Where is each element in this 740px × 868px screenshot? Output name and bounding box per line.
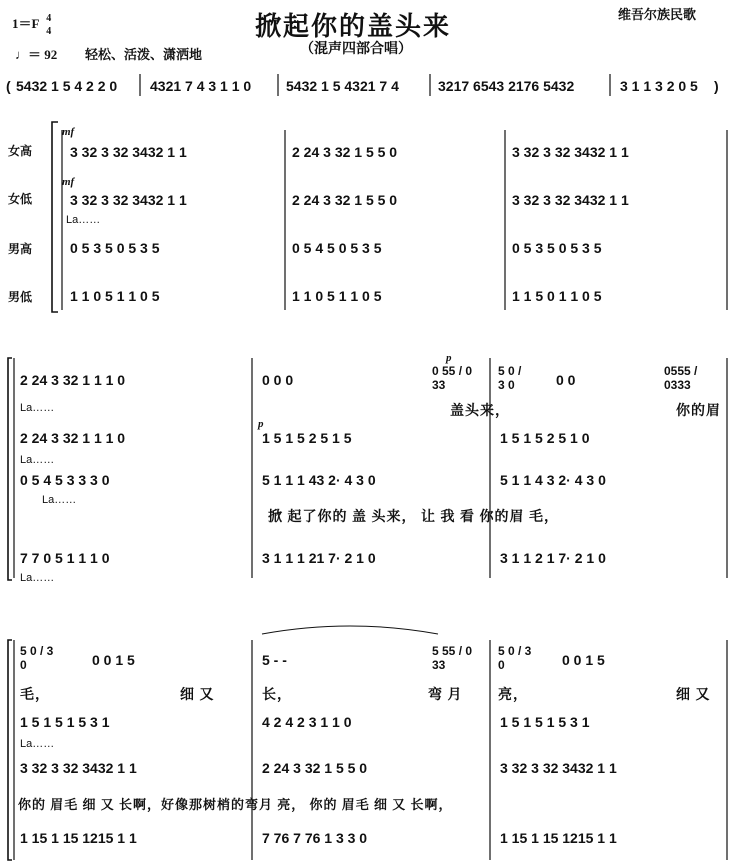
voice-label-soprano: 女高 bbox=[8, 144, 33, 158]
intro-open-paren: ( bbox=[6, 78, 11, 94]
dynamic-mf: mf bbox=[62, 176, 75, 188]
notes-tenor: 0 5 3 5 0 5 3 5 bbox=[70, 240, 160, 256]
la-lyric: La…… bbox=[66, 214, 101, 226]
notes-soprano: 3 32 3 32 3432 1 1 bbox=[70, 144, 187, 160]
notes-alto: 1 5 1 5 2 5 1 0 bbox=[500, 430, 590, 446]
notes-divisi: 0555 / 0333 bbox=[664, 364, 698, 392]
la-lyric: La…… bbox=[42, 494, 77, 506]
notes-tenor: 5 1 1 1 43 2· 4 3 0 bbox=[262, 472, 376, 488]
dynamic-p: p bbox=[258, 418, 264, 430]
subtitle: （混声四部合唱） bbox=[300, 42, 412, 57]
notes-soprano: 0 0 1 5 bbox=[92, 652, 135, 668]
notes-alto: 2 24 3 32 1 5 5 0 bbox=[292, 192, 398, 208]
intro-measure: 4321 7 4 3 1 1 0 bbox=[150, 78, 252, 94]
key-signature: 1＝F 4 4 bbox=[12, 13, 52, 37]
notes-divisi: 0 55 / 0 33 bbox=[432, 364, 473, 392]
notes-alto: 1 5 1 5 1 5 3 1 bbox=[20, 714, 110, 730]
notes-bass: 7 76 7 76 1 3 3 0 bbox=[262, 830, 368, 846]
notes-alto: 2 24 3 32 1 1 1 0 bbox=[20, 430, 126, 446]
intro-measure: 5432 1 5 4321 7 4 bbox=[286, 78, 399, 94]
lyric-line: 你的 眉毛 细 又 长啊，好像那树梢的弯月 亮， 你的 眉毛 细 又 长啊， bbox=[18, 797, 453, 812]
expression-marking: 轻松、活泼、潇洒地 bbox=[85, 47, 203, 62]
notes-tenor: 3 32 3 32 3432 1 1 bbox=[500, 760, 617, 776]
notes-bass: 1 15 1 15 1215 1 1 bbox=[20, 830, 137, 846]
time-signature-bottom: 4 bbox=[46, 26, 52, 37]
notes-alto: 3 32 3 32 3432 1 1 bbox=[70, 192, 187, 208]
notes-tenor: 0 5 4 5 3 3 3 0 bbox=[20, 472, 110, 488]
dynamic-mf: mf bbox=[62, 126, 75, 138]
lyric: 亮， bbox=[498, 688, 528, 703]
lyric-line: 掀 起了你的 盖 头来， 让 我 看 你的眉 毛， bbox=[268, 510, 559, 525]
notes-tenor: 0 5 4 5 0 5 3 5 bbox=[292, 240, 382, 256]
notes-soprano: 0 0 0 bbox=[262, 372, 294, 388]
intro-close-paren: ) bbox=[714, 78, 719, 94]
notes-soprano: 5 - - bbox=[262, 652, 287, 668]
notes-soprano: 2 24 3 32 1 5 5 0 bbox=[292, 144, 398, 160]
notes-bass: 7 7 0 5 1 1 1 0 bbox=[20, 550, 110, 566]
la-lyric: La…… bbox=[20, 572, 55, 584]
notes-alto: 1 5 1 5 1 5 3 1 bbox=[500, 714, 590, 730]
lyric: 细 又 bbox=[676, 688, 711, 703]
lyric: 你的眉 bbox=[676, 404, 721, 419]
la-lyric: La…… bbox=[20, 738, 55, 750]
notes-divisi: 5 0 / 3 0 bbox=[20, 644, 54, 672]
voice-label-alto: 女低 bbox=[8, 192, 33, 206]
notes-divisi: 5 55 / 0 33 bbox=[432, 644, 473, 672]
lyric: 毛， bbox=[20, 688, 50, 703]
notes-alto: 1 5 1 5 2 5 1 5 bbox=[262, 430, 352, 446]
lyric: 细 又 bbox=[180, 688, 215, 703]
notes-alto: 3 32 3 32 3432 1 1 bbox=[512, 192, 629, 208]
notes-tenor: 2 24 3 32 1 5 5 0 bbox=[262, 760, 368, 776]
intro-measure: 5432 1 5 4 2 2 0 bbox=[16, 78, 118, 94]
tempo-marking: ♩＝ 92 bbox=[15, 47, 58, 62]
notes-rest: 0 0 bbox=[556, 372, 576, 388]
voice-label-bass: 男低 bbox=[8, 290, 33, 304]
intro-measure: 3 1 1 3 2 0 5 bbox=[620, 78, 698, 94]
lyric: 弯 月 bbox=[428, 688, 463, 703]
notes-tenor: 3 32 3 32 3432 1 1 bbox=[20, 760, 137, 776]
lyric: 盖头来， bbox=[450, 404, 510, 419]
notes-bass: 1 1 0 5 1 1 0 5 bbox=[70, 288, 160, 304]
voice-label-tenor: 男高 bbox=[8, 242, 33, 256]
notes-bass: 3 1 1 2 1 7· 2 1 0 bbox=[500, 550, 606, 566]
notes-soprano: 3 32 3 32 3432 1 1 bbox=[512, 144, 629, 160]
notes-divisi: 5 0 / 3 0 bbox=[498, 644, 532, 672]
notes-bass: 3 1 1 1 21 7· 2 1 0 bbox=[262, 550, 376, 566]
notes-bass: 1 1 0 5 1 1 0 5 bbox=[292, 288, 382, 304]
la-lyric: La…… bbox=[20, 402, 55, 414]
song-title: 掀起你的盖头来 bbox=[255, 12, 452, 41]
notes-soprano: 2 24 3 32 1 1 1 0 bbox=[20, 372, 126, 388]
dynamic-p: p bbox=[446, 352, 452, 364]
notes-bass: 1 1 5 0 1 1 0 5 bbox=[512, 288, 602, 304]
notes-divisi: 5 0 / 3 0 bbox=[498, 364, 522, 392]
notes-alto: 4 2 4 2 3 1 1 0 bbox=[262, 714, 352, 730]
notes-soprano: 0 0 1 5 bbox=[562, 652, 605, 668]
time-signature-top: 4 bbox=[46, 13, 52, 24]
notes-bass: 1 15 1 15 1215 1 1 bbox=[500, 830, 617, 846]
song-attribution: 维吾尔族民歌 bbox=[618, 7, 697, 22]
la-lyric: La…… bbox=[20, 454, 55, 466]
notes-tenor: 0 5 3 5 0 5 3 5 bbox=[512, 240, 602, 256]
intro-measure: 3217 6543 2176 5432 bbox=[438, 78, 575, 94]
lyric: 长， bbox=[262, 688, 292, 703]
notes-tenor: 5 1 1 4 3 2· 4 3 0 bbox=[500, 472, 606, 488]
